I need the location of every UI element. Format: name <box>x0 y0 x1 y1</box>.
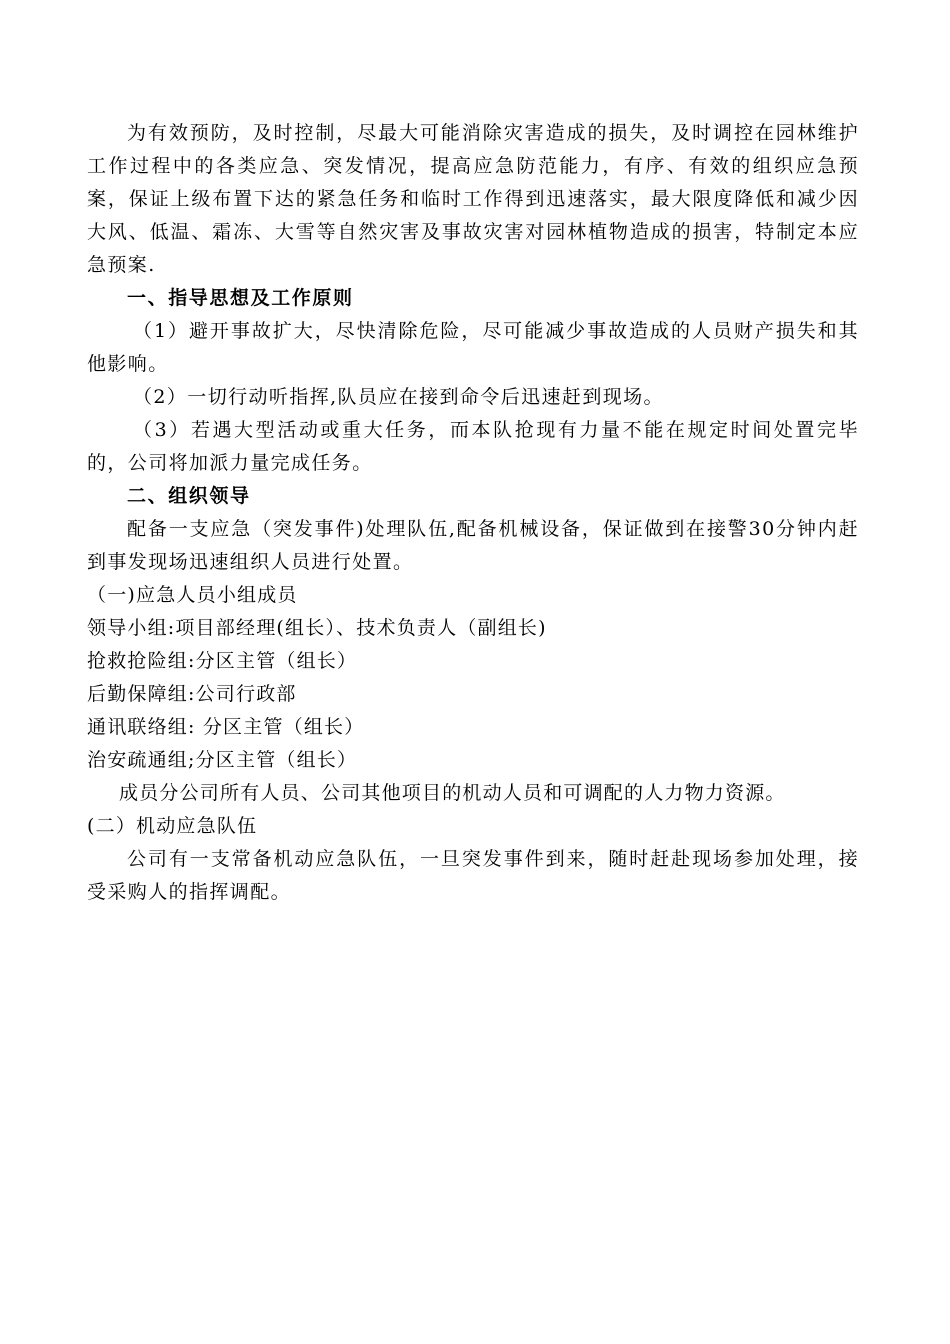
group-line-communications: 通讯联络组: 分区主管（组长） <box>87 716 365 738</box>
mobile-team-paragraph: 公司有一支常备机动应急队伍，一旦突发事件到来，随时赶赴现场参加处理，接受采购人的指挥调配。 <box>87 848 859 903</box>
group-line-logistics: 后勤保障组:公司行政部 <box>87 683 297 705</box>
document-body <box>87 117 859 909</box>
members-paragraph: 成员分公司所有人员、公司其他项目的机动人员和可调配的人力物力资源。 <box>119 782 786 804</box>
group-line-leadership: 领导小组:项目部经理(组长）、技术负责人（副组长) <box>87 617 547 639</box>
group-line-security: 治安疏通组;分区主管（组长） <box>87 749 358 771</box>
group-line-rescue: 抢救抢险组:分区主管（组长） <box>87 650 358 672</box>
principle-item-2: （2）一切行动听指挥,队员应在接到命令后迅速赶到现场。 <box>133 386 664 408</box>
subsection-title-emergency-members: （一)应急人员小组成员 <box>87 584 298 606</box>
organization-intro-paragraph: 配备一支应急（突发事件)处理队伍,配备机械设备，保证做到在接警30分钟内赶到事发现场迅速组织人员进行处置。 <box>87 518 859 573</box>
subsection-title-mobile-team: (二）机动应急队伍 <box>87 815 258 837</box>
principle-item-1: （1）避开事故扩大，尽快清除危险，尽可能减少事故造成的人员财产损失和其他影响。 <box>87 320 859 375</box>
section-heading-guiding-principles: 一、指导思想及工作原则 <box>127 287 354 309</box>
principle-item-3: （3）若遇大型活动或重大任务，而本队抢现有力量不能在规定时间处置完毕的，公司将加派力量完成任务。 <box>87 419 859 474</box>
intro-paragraph: 为有效预防，及时控制，尽最大可能消除灾害造成的损失，及时调控在园林维护工作过程中的各类应急、突发情况，提高应急防范能力，有序、有效的组织应急预案，保证上级布置下达的紧急任务和临时工作得到迅速落实，最大限度降低和减少因大风、低温、霜冻、大雪等自然灾害及事故灾害对园林植物造成的损害，特制定本应急预案. <box>87 122 859 276</box>
section-heading-organization: 二、组织领导 <box>127 485 251 507</box>
